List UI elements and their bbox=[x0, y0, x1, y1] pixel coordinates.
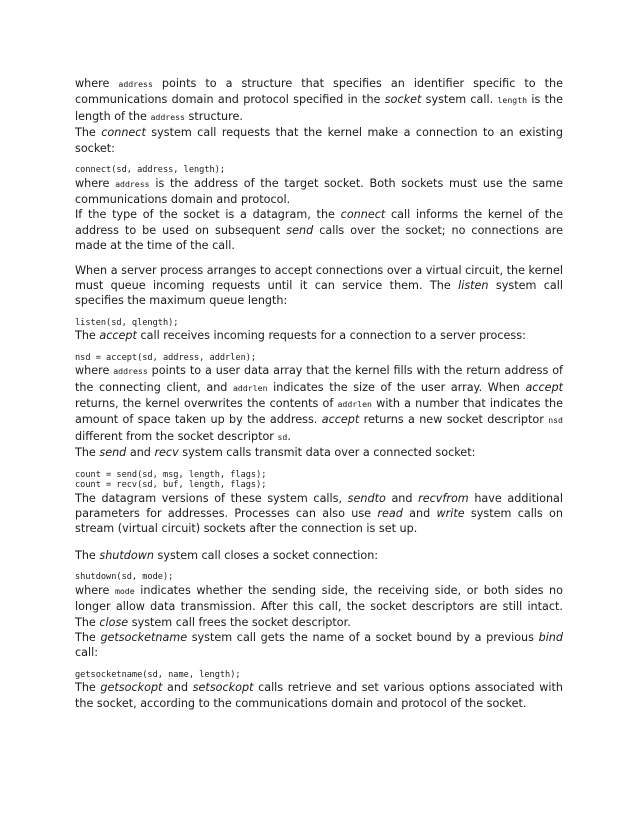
paragraph-send-recv-intro: The send and recv system calls transmit data over a connected socket: bbox=[75, 446, 476, 460]
paragraph-connect-address: where address is the address of the target socket. Both sockets must use the same communications domain and protocol. bbox=[75, 176, 563, 206]
code-listen: listen(sd, qlength); bbox=[75, 317, 179, 328]
code-recv: count = recv(sd, buf, length, flags); bbox=[75, 480, 267, 491]
paragraph-datagram-connect: If the type of the socket is a datagram, the connect call informs the kernel of the address to be used on subsequent send calls over the socket; no connections are made at the time of the call. bbox=[75, 208, 563, 253]
paragraph-accept-intro: The accept call receives incoming requests for a connection to a server process: bbox=[75, 329, 526, 343]
paragraph-datagram-versions: The datagram versions of these system calls, sendto and recvfrom have additional parameters for addresses. Processes can also use read and write system calls on stream (virtual circuit) sockets after the connection is set up. bbox=[75, 491, 563, 536]
code-send: count = send(sd, msg, length, flags); bbox=[75, 469, 267, 480]
paragraph-address-desc: where address points to a structure that specifies an identifier specific to the communications domain and protocol specified in the socket system call. length is the length of the address structure. bbox=[75, 77, 563, 123]
paragraph-listen-intro: When a server process arranges to accept connections over a virtual circuit, the kernel must queue incoming requests until it can service them. The listen system call specifies the maximum queue length: bbox=[75, 263, 563, 308]
paragraph-getsocketname-intro: The getsocketname system call gets the name of a socket bound by a previous bind call: bbox=[75, 630, 563, 660]
code-accept: nsd = accept(sd, address, addrlen); bbox=[75, 352, 257, 363]
paragraph-shutdown-intro: The shutdown system call closes a socket connection: bbox=[75, 548, 379, 562]
paragraph-connect-intro: The connect system call requests that the kernel make a connection to an existing socket: bbox=[75, 126, 563, 155]
paragraph-shutdown-mode: where mode indicates whether the sending side, the receiving side, or both sides no longer allow data transmission. After this call, the socket descriptors are still intact. The close system call frees the socket descriptor. bbox=[75, 583, 563, 629]
document-page bbox=[75, 76, 563, 711]
paragraph-accept-desc: where address points to a user data array that the kernel fills with the return address of the connecting client, and addrlen indicates the size of the user array. When accept returns, the kernel overwrites the contents of addrlen with a number that indicates the amount of space taken up by the address. accept returns a new socket descriptor nsd different from the socket descriptor sd. bbox=[75, 364, 563, 443]
paragraph-sockopt: The getsockopt and setsockopt calls retrieve and set various options associated with the socket, according to the communications domain and protocol of the socket. bbox=[75, 681, 563, 710]
code-shutdown: shutdown(sd, mode); bbox=[75, 572, 174, 583]
code-connect: connect(sd, address, length); bbox=[75, 165, 226, 176]
code-getsocketname: getsocketname(sd, name, length); bbox=[75, 669, 241, 680]
